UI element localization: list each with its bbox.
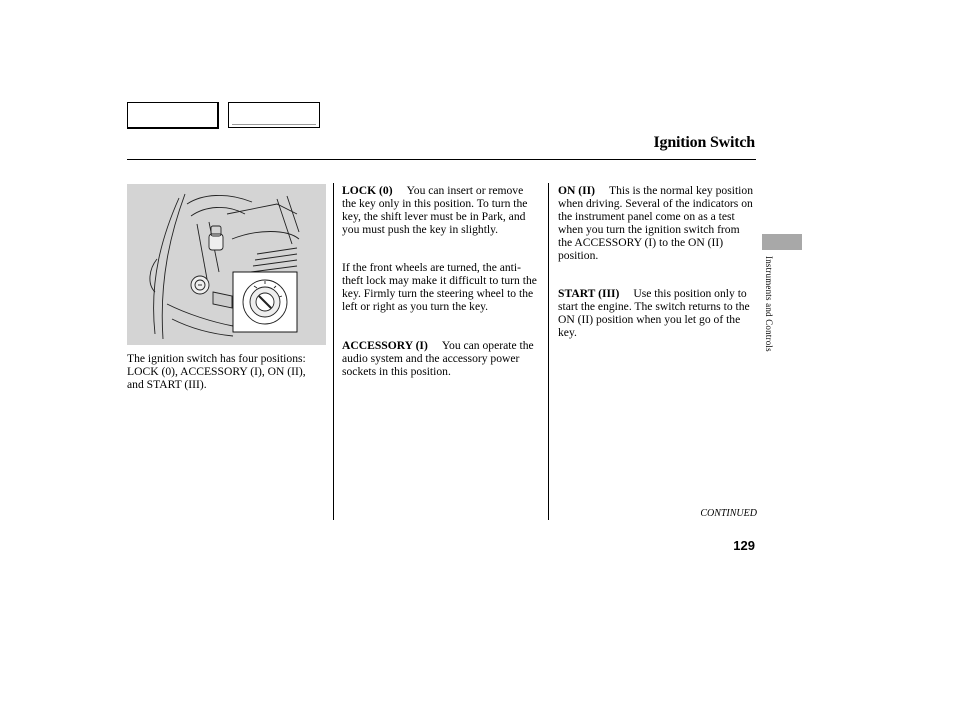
section-lock-note xyxy=(342,261,538,313)
section-start xyxy=(558,287,754,339)
section-tab-label: Instruments and Controls xyxy=(764,256,774,352)
lock-note: If the front wheels are turned, the anti-theft lock may make it difficult to turn the key. Firmly turn the steering wheel to the left or right as you turn the key. xyxy=(342,261,537,313)
column-divider-2 xyxy=(548,183,549,520)
column-divider-1 xyxy=(333,183,334,520)
lock-body: You can insert or remove the key only in this position. To turn the key, the shift lever must be in Park, and you must push the key in slightly. xyxy=(342,184,528,236)
next-page-button[interactable] xyxy=(228,102,320,128)
on-heading: ON (II) xyxy=(558,184,596,197)
start-heading: START (III) xyxy=(558,287,620,300)
section-accessory xyxy=(342,339,538,378)
intro-paragraph: The ignition switch has four positions: LOCK (0), ACCESSORY (I), ON (II), and START (III). xyxy=(127,352,306,391)
section-on xyxy=(558,184,754,262)
section-tab-marker xyxy=(762,234,802,250)
title-divider xyxy=(127,159,756,160)
previous-page-button[interactable] xyxy=(127,102,219,129)
lock-heading: LOCK (0) xyxy=(342,184,393,197)
page-number: 129 xyxy=(733,538,755,553)
section-lock xyxy=(342,184,538,236)
page-title: Ignition Switch xyxy=(653,134,755,151)
continued-label: CONTINUED xyxy=(700,508,757,519)
ignition-switch-illustration xyxy=(127,184,326,345)
start-body: Use this position only to start the engine. The switch returns to the ON (II) position when you let go of the key. xyxy=(558,287,750,339)
accessory-body: You can operate the audio system and the accessory power sockets in this position. xyxy=(342,339,534,378)
on-body: This is the normal key position when driving. Several of the indicators on the instrument panel come on as a test when you turn the ignition switch from the ACCESSORY (I) to the ON (II) position. xyxy=(558,184,753,262)
accessory-heading: ACCESSORY (I) xyxy=(342,339,428,352)
